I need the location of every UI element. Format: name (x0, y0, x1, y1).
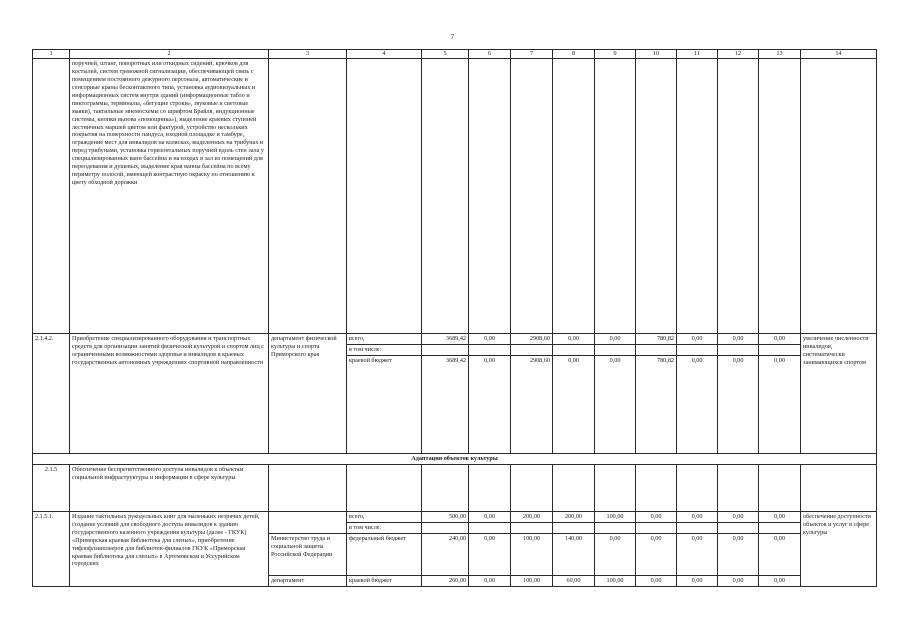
amount-cell: 0,00 (759, 575, 801, 586)
amount-cell: 100,00 (511, 575, 553, 586)
funding-source-regional: краевой бюджет (347, 355, 422, 453)
amount-cell: 0,00 (469, 511, 511, 522)
amount-cell: 240,00 (422, 533, 469, 575)
amount-cell: 100,00 (595, 575, 636, 586)
activity-description: поручней, штанг, поворотных или откидных сидений, крючков для костылей, систем тревожной сигнализации, обеспечивающей связь с помещением постоянного дежурного персонала, автоматические и сенсорные краны бесконтактного типа, установка аудиовизуальных и информационных систем внутри зданий (информационные табло и пиктограммы, терминалы, «бегущие строки», звуковые и световые маяки), тактильные мнемосхемы со шрифтом Брайля, индукционные системы, кнопки вызова «помощника»), выделение краевых ступеней лестничных маршей цветом или фактурой, устройство нескольких покрытия на поверхности пандуса, входной площадке и тамбуре, ограждение мест для инвалидов на колясках, выделенных на трибунах и перед трибунами, установка горизонтальных поручней вдоль стен зала у специализированных ванн бассейна и на входах в зал из помещений для переодевания и душевых, выделение края ванны бассейна по всему периметру полосой, имеющей контрастную окраску по отношению к цвету обходной дорожки (70, 59, 269, 334)
column-number-header-row (33, 50, 877, 59)
expected-result: увеличение численности инвалидов, систематически занимающихся спортом (801, 334, 877, 454)
amount-cell: 60,00 (553, 575, 595, 586)
funding-source-regional: краевой бюджет (347, 575, 422, 586)
amount-cell: 0,00 (595, 533, 636, 575)
activity-description: Обеспечение беспрепятственного доступа инвалидов к объектам социальной инфраструктуры и информации в сфере культуры (70, 464, 269, 511)
amount-cell: 100,00 (595, 511, 636, 522)
column-number: 9 (595, 50, 636, 59)
amount-cell: 0,00 (759, 533, 801, 575)
amount-cell: 0,00 (469, 334, 511, 345)
page-number: 7 (450, 33, 455, 41)
section-title: Адаптация объектов культуры (33, 453, 877, 464)
column-number: 4 (347, 50, 422, 59)
activity-number: 2.1.5.1. (33, 511, 70, 586)
amount-cell: 0,00 (595, 355, 636, 453)
amount-cell: 0,00 (677, 533, 718, 575)
amount-cell: 0,00 (553, 355, 595, 453)
amount-cell: 0,00 (469, 575, 511, 586)
amount-cell: 3689,42 (422, 355, 469, 453)
amount-cell: 0,00 (636, 533, 677, 575)
amount-cell: 500,00 (422, 511, 469, 522)
column-number: 8 (553, 50, 595, 59)
funding-source-including: в том числе: (347, 344, 422, 355)
activity-number: 2.1.5 (33, 464, 70, 511)
column-number: 14 (801, 50, 877, 59)
amount-cell: 780,82 (636, 355, 677, 453)
amount-cell: 0,00 (636, 575, 677, 586)
executor: департамент физической культуры и спорта Приморского края (269, 334, 347, 454)
amount-cell: 0,00 (759, 355, 801, 453)
amount-cell: 780,82 (636, 334, 677, 345)
column-number: 13 (759, 50, 801, 59)
amount-cell: 100,00 (511, 533, 553, 575)
funding-source-total: всего, (347, 511, 422, 522)
expected-result: обеспечение доступности объектов и услуг в сфере культуры (801, 511, 877, 586)
amount-cell: 200,00 (511, 511, 553, 522)
table-row (33, 334, 877, 345)
column-number: 6 (469, 50, 511, 59)
funding-source-federal: федеральный бюджет (347, 533, 422, 575)
executor: Министерство труда и социальной защиты Российской Федерации (269, 533, 347, 575)
column-number: 2 (70, 50, 269, 59)
funding-source-total: всего, (347, 334, 422, 345)
amount-cell: 0,00 (677, 334, 718, 345)
column-number: 10 (636, 50, 677, 59)
table-row (33, 464, 877, 511)
amount-cell: 0,00 (759, 511, 801, 522)
column-number: 1 (33, 50, 70, 59)
table-row (33, 511, 877, 522)
amount-cell: 140,00 (553, 533, 595, 575)
amount-cell: 0,00 (469, 355, 511, 453)
amount-cell: 2908,60 (511, 355, 553, 453)
amount-cell: 0,00 (677, 511, 718, 522)
amount-cell: 3689,42 (422, 334, 469, 345)
amount-cell: 2908,60 (511, 334, 553, 345)
activity-description: Приобретение специализированного оборудования и транспортных средств для организации занятий физической культурой и спортом лиц с ограниченными возможностями здоровья и инвалидов в краевых государственных автономных учреждениях спортивной направленности (70, 334, 269, 454)
column-number: 12 (718, 50, 759, 59)
amount-cell: 0,00 (469, 533, 511, 575)
amount-cell: 0,00 (718, 355, 759, 453)
amount-cell: 260,00 (422, 575, 469, 586)
amount-cell: 0,00 (636, 511, 677, 522)
column-number: 7 (511, 50, 553, 59)
amount-cell: 0,00 (553, 334, 595, 345)
table-row-continuation (33, 59, 877, 334)
amount-cell: 0,00 (759, 334, 801, 345)
amount-cell: 0,00 (718, 575, 759, 586)
column-number: 11 (677, 50, 718, 59)
amount-cell: 0,00 (595, 334, 636, 345)
amount-cell: 0,00 (718, 334, 759, 345)
executor: департамент (269, 575, 347, 586)
section-row (33, 453, 877, 464)
amount-cell: 0,00 (677, 575, 718, 586)
funding-source-including: в том числе: (347, 522, 422, 533)
program-activities-table (32, 49, 877, 587)
amount-cell: 0,00 (677, 355, 718, 453)
activity-description: Издание тактильных рукодельных книг для маленьких незрячих детей, создание условий для свободного доступа инвалидов к зданию государственного казенного учреждения культуры (далее - ГКУК) «Приморская краевая библиотека для слепых», приобретение тифлофлэшплееров для библиотек-филиалов ГКУК «Приморская краевая библиотека для слепых» в Артемовском и Уссурийском городских (70, 511, 269, 586)
column-number: 5 (422, 50, 469, 59)
amount-cell: 0,00 (718, 511, 759, 522)
amount-cell: 200,00 (553, 511, 595, 522)
amount-cell: 0,00 (718, 533, 759, 575)
column-number: 3 (269, 50, 347, 59)
activity-number: 2.1.4.2. (33, 334, 70, 454)
